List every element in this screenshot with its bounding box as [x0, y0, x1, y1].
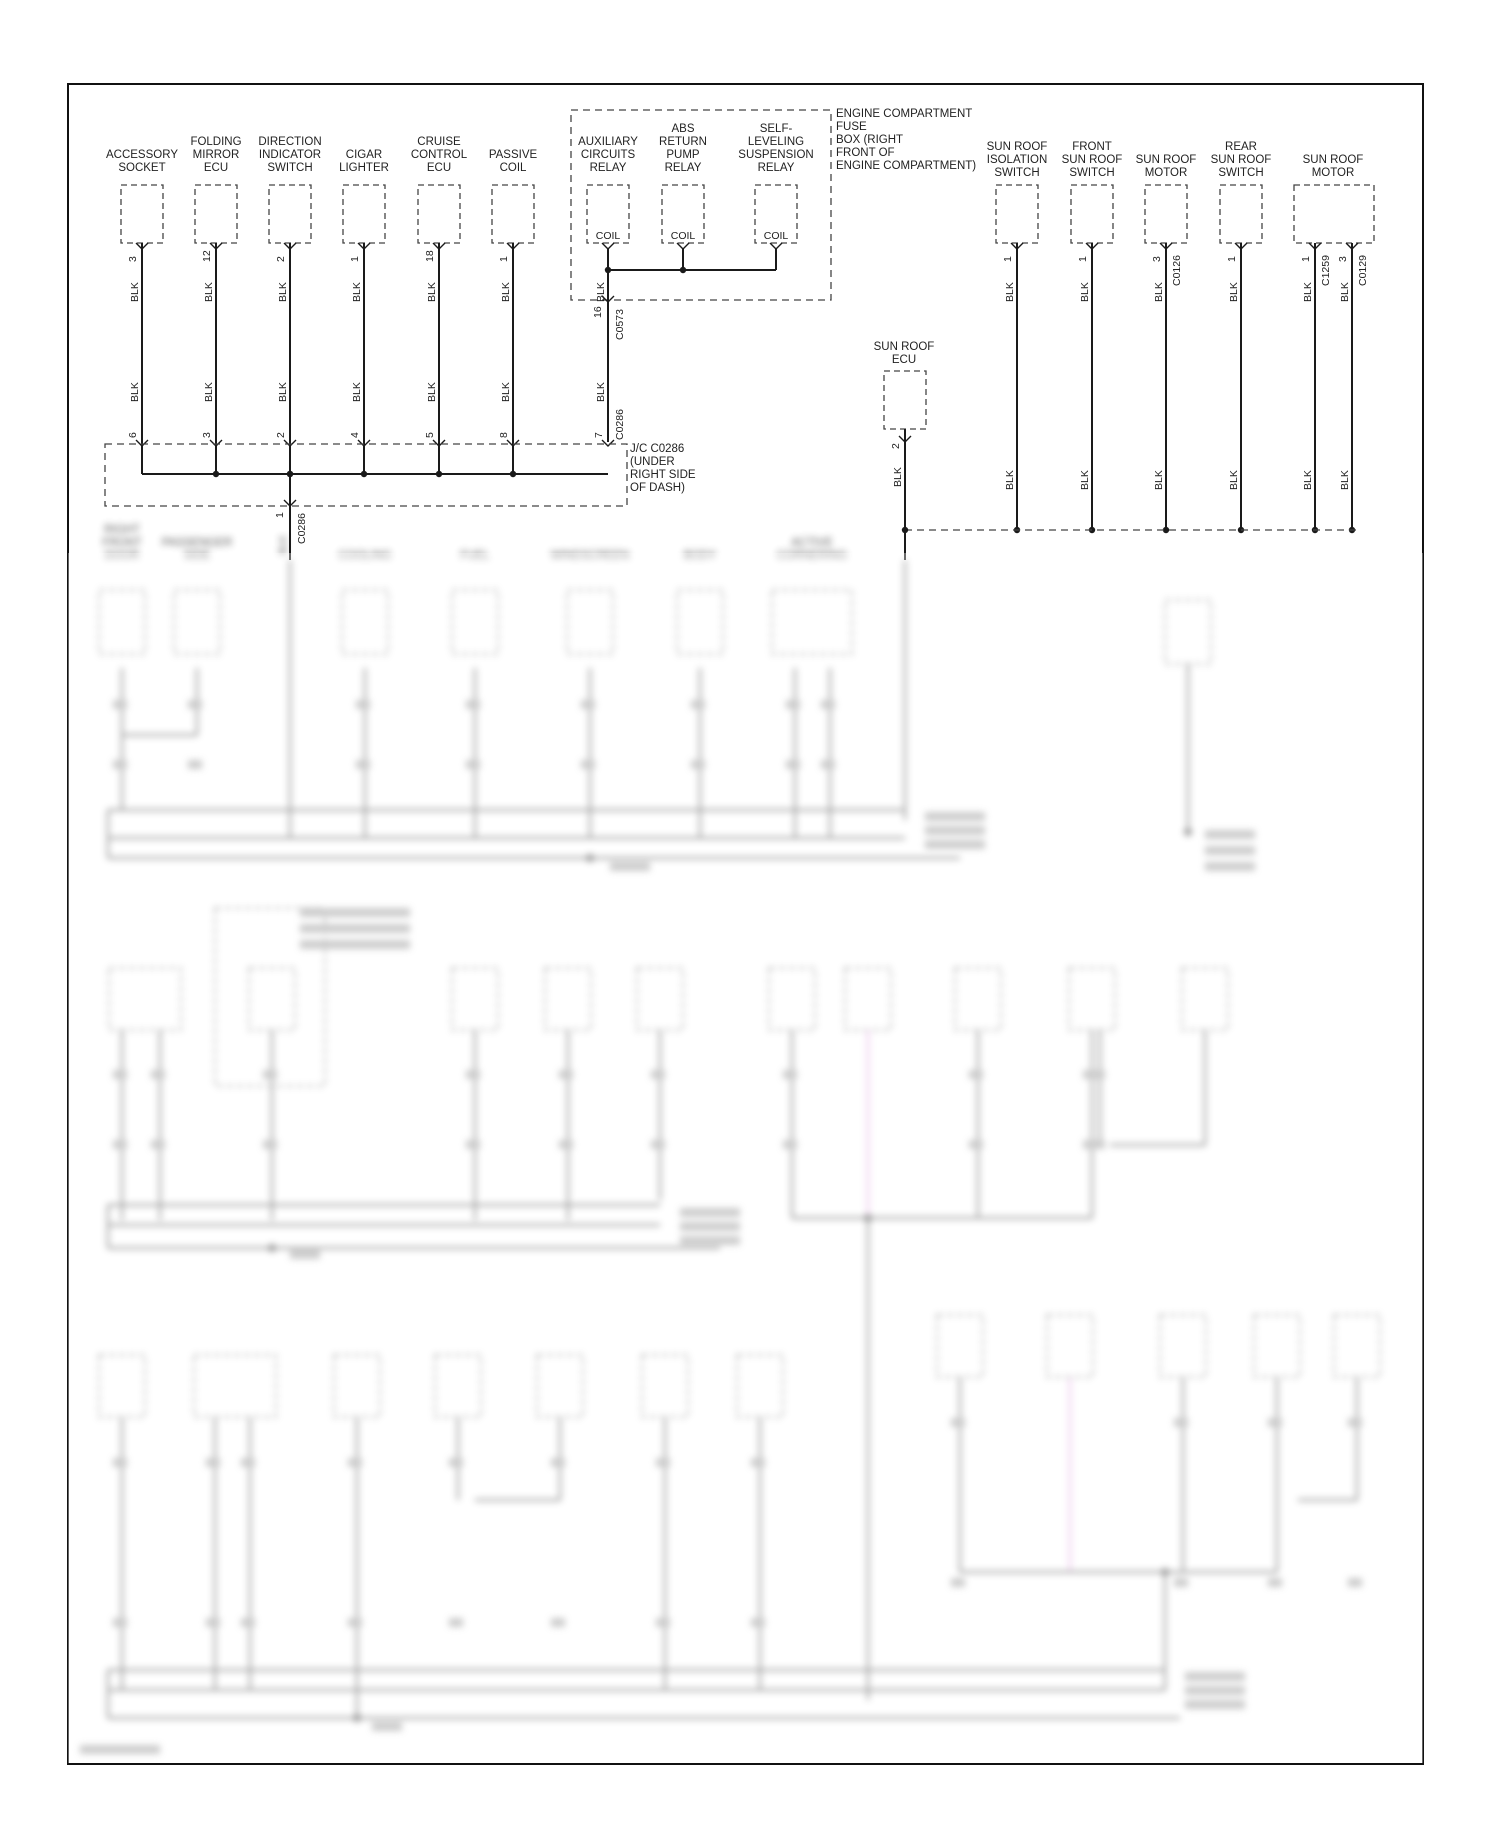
front-sun-roof-switch-wire-top-label: BLK: [1079, 282, 1091, 302]
jc-output-wire-label: BLK: [277, 535, 289, 555]
passive-coil-label-1: PASSIVE: [488, 149, 538, 161]
lower-s2-label-blob-b-8: [969, 1140, 983, 1149]
lower-s1-label-blob-a-8: [821, 700, 835, 709]
lower-s2-label-blob-a-3: [263, 1070, 277, 1079]
rear-sun-roof-switch-box: [1220, 185, 1262, 243]
lower-s3-bus-label-blob-2: [1185, 1686, 1245, 1695]
folding-mirror-ecu: [190, 136, 241, 477]
accessory-socket-box: [121, 185, 163, 243]
lower-s2-label-blob-a-1: [113, 1070, 127, 1079]
lower-s1-right-label-blob-2: [1205, 846, 1255, 855]
lower-s3-label-blob-a-9: [951, 1418, 965, 1427]
lower-s3-label-blob-a-7: [656, 1458, 670, 1467]
lower-s2-group-label-blob-1: [300, 908, 410, 917]
lower-s3-label-blob-b-12: [1348, 1578, 1362, 1587]
sun-roof-motor-2-box: [1294, 185, 1374, 243]
lower-s2-box-4: [545, 968, 591, 1030]
jc-output-connector: C0286: [296, 513, 308, 544]
accessory-socket-wire-bottom-label: BLK: [129, 382, 141, 402]
sun-roof-motor-1-pin: 3: [1151, 256, 1163, 262]
auxiliary-circuits-relay: [578, 136, 638, 270]
lower-s3-label-blob-b-7: [656, 1618, 670, 1627]
jc-label-4: OF DASH): [630, 482, 685, 494]
engine-compartment-fuse-box: [571, 108, 976, 446]
jc-label-1: J/C C0286: [630, 443, 685, 455]
accessory-socket-wire-top-label: BLK: [129, 282, 141, 302]
lower-s1-label-blob-b-5: [581, 760, 595, 769]
lower-s2-bus-label-blob-2: [680, 1222, 740, 1231]
lower-s1-right-label-blob-1: [1205, 830, 1255, 839]
auxiliary-circuits-relay-connector-mark: [602, 243, 614, 249]
sun-roof-isolation-switch-box: [996, 185, 1038, 243]
rear-sun-roof-switch-wire-top-label: BLK: [1228, 282, 1240, 302]
right-front-door-label-3: DOOR: [104, 550, 140, 562]
active-cornering-label-1: ACTIVE: [791, 537, 833, 549]
fuse-box-label-5: ENGINE COMPARTMENT): [836, 160, 977, 172]
sun-roof-motor-2-wire-b-label: BLK: [1339, 282, 1351, 302]
lower-s3-label-blob-b-5: [449, 1618, 463, 1627]
lower-s1-label-blob-b-3: [356, 760, 370, 769]
rear-sun-roof-switch-pin: 1: [1226, 256, 1238, 262]
jc-label-2: (UNDER: [630, 456, 675, 468]
auxiliary-circuits-relay-coil-label: COIL: [595, 230, 621, 242]
active-cornering-label-2: CORNERING: [776, 550, 848, 562]
sun-roof-motor-1-box: [1145, 185, 1187, 243]
sun-roof-motor-1-label-1: SUN ROOF: [1135, 154, 1197, 166]
lower-s1-label-blob-a-6: [691, 700, 705, 709]
lower-s2-label-blob-b-4: [466, 1140, 480, 1149]
lower-footer-label-blob: [80, 1745, 160, 1754]
sun-roof-ecu-wire-label: BLK: [892, 467, 904, 487]
lower-s3-label-blob-b-3: [241, 1618, 255, 1627]
lower-s3-box-9: [1047, 1315, 1093, 1377]
self-leveling-suspension-relay-label-2: LEVELING: [747, 136, 805, 148]
sun-roof-motor-1-connector: C0126: [1171, 255, 1183, 286]
sun-roof-motor-1-wire-top-label: BLK: [1153, 282, 1165, 302]
rear-sun-roof-switch-label-3: SWITCH: [1218, 167, 1264, 179]
lower-s3-box-5: [537, 1355, 583, 1417]
cruise-control-ecu-wire-top-label: BLK: [426, 282, 438, 302]
cruise-control-ecu-jc-pin: 5: [424, 432, 436, 438]
lower-s3-label-blob-a-12: [1348, 1418, 1362, 1427]
cruise-control-ecu-pin: 18: [424, 250, 436, 262]
abs-return-pump-relay-label-4: RELAY: [664, 162, 702, 174]
lower-s3-box-8: [937, 1315, 983, 1377]
cigar-lighter-wire-top-label: BLK: [351, 282, 363, 302]
fuse-box-splice: [680, 267, 686, 273]
lower-s2-group-label-blob-3: [300, 940, 410, 949]
sun-roof-isolation-switch-label-2: ISOLATION: [986, 154, 1048, 166]
folding-mirror-ecu-wire-top-label: BLK: [203, 282, 215, 302]
sun-roof-isolation-switch-wire-top-label: BLK: [1004, 282, 1016, 302]
folding-mirror-ecu-wire-bottom-label: BLK: [203, 382, 215, 402]
sun-roof-motor-2-pin-a: 1: [1300, 256, 1312, 262]
lower-s2-label-blob-b-2: [151, 1140, 165, 1149]
cruise-control-ecu-wire-bottom-label: BLK: [426, 382, 438, 402]
lower-s3-box-12: [1334, 1315, 1380, 1377]
right-front-door-label-2: FRONT: [102, 537, 142, 549]
lower-s3-label-blob-a-2: [206, 1458, 220, 1467]
folding-mirror-ecu-pin: 12: [201, 250, 213, 262]
lower-s1-box-5: [567, 590, 613, 654]
passive-coil-pin: 1: [498, 256, 510, 262]
lower-s2-box-9: [1069, 968, 1115, 1030]
passive-coil-label-2: COIL: [499, 162, 527, 174]
lower-s2-box-10: [1182, 968, 1228, 1030]
accessory-socket-jc-pin: 6: [127, 432, 139, 438]
lower-s1-label-blob-b-8: [821, 760, 835, 769]
direction-indicator-switch-label-1: DIRECTION: [258, 136, 322, 148]
front-sun-roof-switch-box: [1071, 185, 1113, 243]
self-leveling-suspension-relay-label-3: SUSPENSION: [738, 149, 814, 161]
lower-s2-bus-label-blob-3: [680, 1236, 740, 1245]
sun-roof-ecu-label-2: ECU: [891, 354, 917, 366]
accessory-socket: [106, 149, 178, 474]
cigar-lighter-box: [343, 185, 385, 243]
lower-s3-label-blob-b-4: [348, 1618, 362, 1627]
abs-return-pump-relay-label-2: RETURN: [659, 136, 707, 148]
right-front-door-label-1: RIGHT: [104, 524, 140, 536]
lower-s1-right-ground-dot: [1184, 828, 1192, 836]
fuel-label: FUEL: [460, 550, 490, 562]
passive-coil: [489, 149, 538, 477]
lower-s3-label-blob-a-1: [113, 1458, 127, 1467]
accessory-socket-label-1: ACCESSORY: [105, 149, 179, 161]
top-components-group: [106, 136, 538, 477]
auxiliary-circuits-relay-label-2: CIRCUITS: [580, 149, 636, 161]
sun-roof-isolation-switch-label-1: SUN ROOF: [986, 141, 1048, 153]
lower-s3-label-blob-b-9: [951, 1578, 965, 1587]
lower-s2-box-7: [845, 968, 891, 1030]
lower-s2-label-blob-a-2: [151, 1070, 165, 1079]
cigar-lighter-jc-pin: 4: [349, 432, 361, 438]
cigar-lighter-label-2: LIGHTER: [339, 162, 389, 174]
fuse-box-label-3: BOX (RIGHT: [836, 134, 904, 146]
lower-s3-box-1: [99, 1355, 145, 1417]
sun-roof-motor-2: [1294, 154, 1374, 533]
sun-roof-ecu-box: [884, 371, 926, 429]
cigar-lighter-wire-bottom-label: BLK: [351, 382, 363, 402]
lower-s2-label-blob-a-7: [783, 1070, 797, 1079]
folding-mirror-ecu-label-1: FOLDING: [190, 136, 242, 148]
lower-s1-label-blob-a-2: [188, 700, 202, 709]
lower-s3-ground-dot: [353, 1714, 361, 1722]
lower-s1-label-blob-b-1: [113, 760, 127, 769]
direction-indicator-switch: [258, 136, 321, 477]
direction-indicator-switch-label-2: INDICATOR: [258, 149, 322, 161]
lower-s1-bus-label-blob-3: [925, 840, 985, 849]
lower-s3-box-4: [435, 1355, 481, 1417]
sun-roof-motor-1-label-2: MOTOR: [1144, 167, 1188, 179]
direction-indicator-switch-pin: 2: [275, 256, 287, 262]
lower-s3-label-blob-b-2: [206, 1618, 220, 1627]
sun-roof-motor-1-wire-bottom-label: BLK: [1153, 470, 1165, 490]
lower-s2-ground-dot: [268, 1244, 276, 1252]
jc-label-3: RIGHT SIDE: [630, 469, 696, 481]
windscreen-label: WINDSCREEN: [550, 550, 630, 562]
rear-sun-roof-switch-label-2: SUN ROOF: [1210, 154, 1272, 166]
lower-s3-label-blob-a-6: [551, 1458, 565, 1467]
lower-s1-box-2: [174, 590, 220, 654]
lower-s2-label-blob-a-10: [1091, 1070, 1105, 1079]
lower-s2-box-6: [769, 968, 815, 1030]
direction-indicator-switch-wire-top-label: BLK: [277, 282, 289, 302]
lower-s3-box-2: [194, 1355, 276, 1417]
lower-s1-ground-dot: [586, 854, 594, 862]
sun-roof-motor-2-conn-a: C1259: [1320, 255, 1332, 286]
lower-s3-label-blob-a-11: [1268, 1418, 1282, 1427]
lower-s2-box-1: [109, 968, 181, 1030]
lower-s2-label-blob-b-10: [1091, 1140, 1105, 1149]
passenger-side-label-2: SIDE: [183, 550, 211, 562]
lower-s1-right-box: [1165, 600, 1211, 664]
folding-mirror-ecu-jc-pin: 3: [201, 432, 213, 438]
jc-connector-label: C0286: [614, 409, 626, 440]
lower-s2-label-blob-a-8: [969, 1070, 983, 1079]
self-leveling-suspension-relay: [738, 123, 813, 270]
lower-s2-group-box: [215, 908, 325, 1086]
rear-sun-roof-switch-wire-bottom-label: BLK: [1228, 470, 1240, 490]
lower-s2-group-label-blob-2: [300, 924, 410, 933]
lower-s2-ground-label-blob: [290, 1250, 320, 1259]
lower-s2-box-8: [955, 968, 1001, 1030]
lower-s1-box-7: [772, 590, 852, 654]
sun-roof-motor-2-conn-b: C0129: [1357, 255, 1369, 286]
fuse-box-label-2: FUSE: [836, 121, 867, 133]
fuse-box-wire-label: BLK: [595, 382, 607, 402]
fuse-box-label-4: FRONT OF: [836, 147, 895, 159]
lower-s3-box-11: [1254, 1315, 1300, 1377]
self-leveling-suspension-relay-label-1: SELF-: [759, 123, 793, 135]
lower-s2-bus-label-blob-1: [680, 1208, 740, 1217]
lower-s1-box-1: [99, 590, 145, 654]
lower-s1-label-blob-b-2: [188, 760, 202, 769]
passive-coil-box: [492, 185, 534, 243]
lower-s3-bus-label-blob-3: [1185, 1700, 1245, 1709]
direction-indicator-switch-box: [269, 185, 311, 243]
lower-s1-bus-label-blob-1: [925, 812, 985, 821]
lower-s1-label-blob-a-7: [786, 700, 800, 709]
passive-coil-wire-top-label: BLK: [500, 282, 512, 302]
lower-s2-label-blob-a-4: [466, 1070, 480, 1079]
fuse-box-label-1: ENGINE COMPARTMENT: [836, 108, 973, 120]
cruise-control-ecu-box: [418, 185, 460, 243]
lower-s3-box-7: [737, 1355, 783, 1417]
cigar-lighter-label-1: CIGAR: [345, 149, 383, 161]
lower-s3-label-blob-b-6: [551, 1618, 565, 1627]
lower-s2-box-5: [637, 968, 683, 1030]
lower-s3-label-blob-a-5: [449, 1458, 463, 1467]
lower-s1-label-blob-a-5: [581, 700, 595, 709]
lower-s1-label-blob-a-3: [356, 700, 370, 709]
lower-s1-ground-label-blob: [610, 862, 650, 871]
lower-s2-label-blob-b-5: [559, 1140, 573, 1149]
sun-roof-motor-2-label-1: SUN ROOF: [1302, 154, 1364, 166]
lower-s3-label-blob-b-1: [113, 1618, 127, 1627]
abs-return-pump-relay-connector-mark: [677, 243, 689, 249]
lower-s2-right-bus-dot: [864, 1214, 872, 1222]
rear-sun-roof-switch: [1211, 141, 1272, 533]
lower-s3-label-blob-a-8: [751, 1458, 765, 1467]
lower-s1-label-blob-b-4: [466, 760, 480, 769]
cigar-lighter-pin: 1: [349, 256, 361, 262]
abs-return-pump-relay-label-1: ABS: [671, 123, 695, 135]
jc-output-splice: [287, 471, 293, 477]
fuse-box-wire-top-label: BLK: [595, 282, 607, 302]
lower-s1-label-blob-a-1: [113, 700, 127, 709]
lower-s3-label-blob-b-8: [751, 1618, 765, 1627]
lower-s1-bus-label-blob-2: [925, 826, 985, 835]
sun-roof-motor-1: [1136, 154, 1197, 533]
auxiliary-circuits-relay-label-3: RELAY: [589, 162, 627, 174]
self-leveling-suspension-relay-coil-label: COIL: [763, 230, 789, 242]
lower-s2-label-blob-b-3: [263, 1140, 277, 1149]
fuse-box-jc-pin: 7: [593, 432, 605, 438]
lower-s3-label-blob-b-11: [1268, 1578, 1282, 1587]
cruise-control-ecu-label-1: CRUISE: [417, 136, 461, 148]
lower-s3-bus-label-blob-1: [1185, 1672, 1245, 1681]
lower-s3-label-blob-a-10: [1174, 1418, 1188, 1427]
lower-s3-box-6: [642, 1355, 688, 1417]
abs-return-pump-relay: [659, 123, 707, 270]
front-sun-roof-switch-label-3: SWITCH: [1069, 167, 1115, 179]
passenger-side-label-1: PASSENGER: [161, 537, 233, 549]
cruise-control-ecu: [411, 136, 468, 477]
lower-s2-label-blob-b-7: [783, 1140, 797, 1149]
front-sun-roof-switch: [1062, 141, 1123, 533]
sun-roof-isolation-switch-pin: 1: [1002, 256, 1014, 262]
sun-roof-motor-2-pin-b: 3: [1337, 256, 1349, 262]
sun-roof-isolation-switch-wire-bottom-label: BLK: [1004, 470, 1016, 490]
lower-s1-label-blob-a-4: [466, 700, 480, 709]
lower-s3-box-10: [1160, 1315, 1206, 1377]
relays-group: [578, 123, 814, 270]
fuse-box-pin: 16: [592, 306, 604, 318]
lower-s2-label-blob-b-6: [651, 1140, 665, 1149]
lower-s1-right-label-blob-3: [1205, 862, 1255, 871]
cruise-control-ecu-label-2: CONTROL: [410, 149, 468, 161]
lower-s1-box-3: [342, 590, 388, 654]
cruise-control-ecu-label-3: ECU: [426, 162, 452, 174]
direction-indicator-switch-wire-bottom-label: BLK: [277, 382, 289, 402]
lower-s3-label-blob-b-10: [1174, 1578, 1188, 1587]
lower-s2-box-3: [452, 968, 498, 1030]
sunroof-components-group: [987, 141, 1272, 533]
lower-s2-label-blob-b-1: [113, 1140, 127, 1149]
self-leveling-suspension-relay-connector-mark: [770, 243, 782, 249]
rear-sun-roof-switch-label-1: REAR: [1225, 141, 1257, 153]
cigar-lighter: [339, 149, 389, 477]
sun-roof-motor-2-wire-a-label: BLK: [1302, 282, 1314, 302]
sun-roof-ecu-label-1: SUN ROOF: [873, 341, 935, 353]
lower-s1-label-blob-b-7: [786, 760, 800, 769]
lower-s2-label-blob-a-6: [651, 1070, 665, 1079]
sun-roof-motor-2-wire-b-bottom-label: BLK: [1339, 470, 1351, 490]
folding-mirror-ecu-box: [195, 185, 237, 243]
sun-roof-motor-2-label-2: MOTOR: [1311, 167, 1355, 179]
sun-roof-motor-2-wire-a-bottom-label: BLK: [1302, 470, 1314, 490]
self-leveling-suspension-relay-label-4: RELAY: [757, 162, 795, 174]
folding-mirror-ecu-label-2: MIRROR: [192, 149, 240, 161]
lower-s3-box-3: [334, 1355, 380, 1417]
accessory-socket-pin: 3: [127, 256, 139, 262]
accessory-socket-label-2: SOCKET: [118, 162, 166, 174]
sun-roof-ecu: [874, 341, 935, 530]
lower-s3-label-blob-a-4: [348, 1458, 362, 1467]
cooling-label: COOLING: [338, 550, 392, 562]
front-sun-roof-switch-label-2: SUN ROOF: [1061, 154, 1123, 166]
front-sun-roof-switch-wire-bottom-label: BLK: [1079, 470, 1091, 490]
lower-s1-box-4: [452, 590, 498, 654]
auxiliary-circuits-relay-label-1: AUXILIARY: [578, 136, 638, 148]
passive-coil-jc-pin: 8: [498, 432, 510, 438]
lower-s3-ground-label-blob: [372, 1722, 402, 1731]
jc-output-pin: 1: [274, 512, 286, 518]
lower-s2-box-2: [249, 968, 295, 1030]
sun-roof-isolation-switch: [987, 141, 1048, 533]
lower-s1-box-6: [677, 590, 723, 654]
lower-s1-label-blob-b-6: [691, 760, 705, 769]
passive-coil-wire-bottom-label: BLK: [500, 382, 512, 402]
body-label: BODY: [683, 550, 717, 562]
abs-return-pump-relay-coil-label: COIL: [670, 230, 696, 242]
lower-drawing-group: [80, 560, 1380, 1754]
front-sun-roof-switch-label-1: FRONT: [1072, 141, 1112, 153]
direction-indicator-switch-label-3: SWITCH: [267, 162, 313, 174]
abs-return-pump-relay-label-3: PUMP: [666, 149, 700, 161]
diagram-frame: [68, 84, 1423, 1764]
lower-blurred-region: [80, 524, 1380, 1754]
lower-s2-label-blob-a-5: [559, 1070, 573, 1079]
sun-roof-ecu-pin: 2: [890, 443, 902, 449]
folding-mirror-ecu-label-3: ECU: [203, 162, 229, 174]
front-sun-roof-switch-pin: 1: [1077, 256, 1089, 262]
lower-s3-label-blob-a-3: [241, 1458, 255, 1467]
direction-indicator-switch-jc-pin: 2: [275, 432, 287, 438]
fuse-box-connector: C0573: [614, 309, 626, 340]
sun-roof-isolation-switch-label-3: SWITCH: [994, 167, 1040, 179]
